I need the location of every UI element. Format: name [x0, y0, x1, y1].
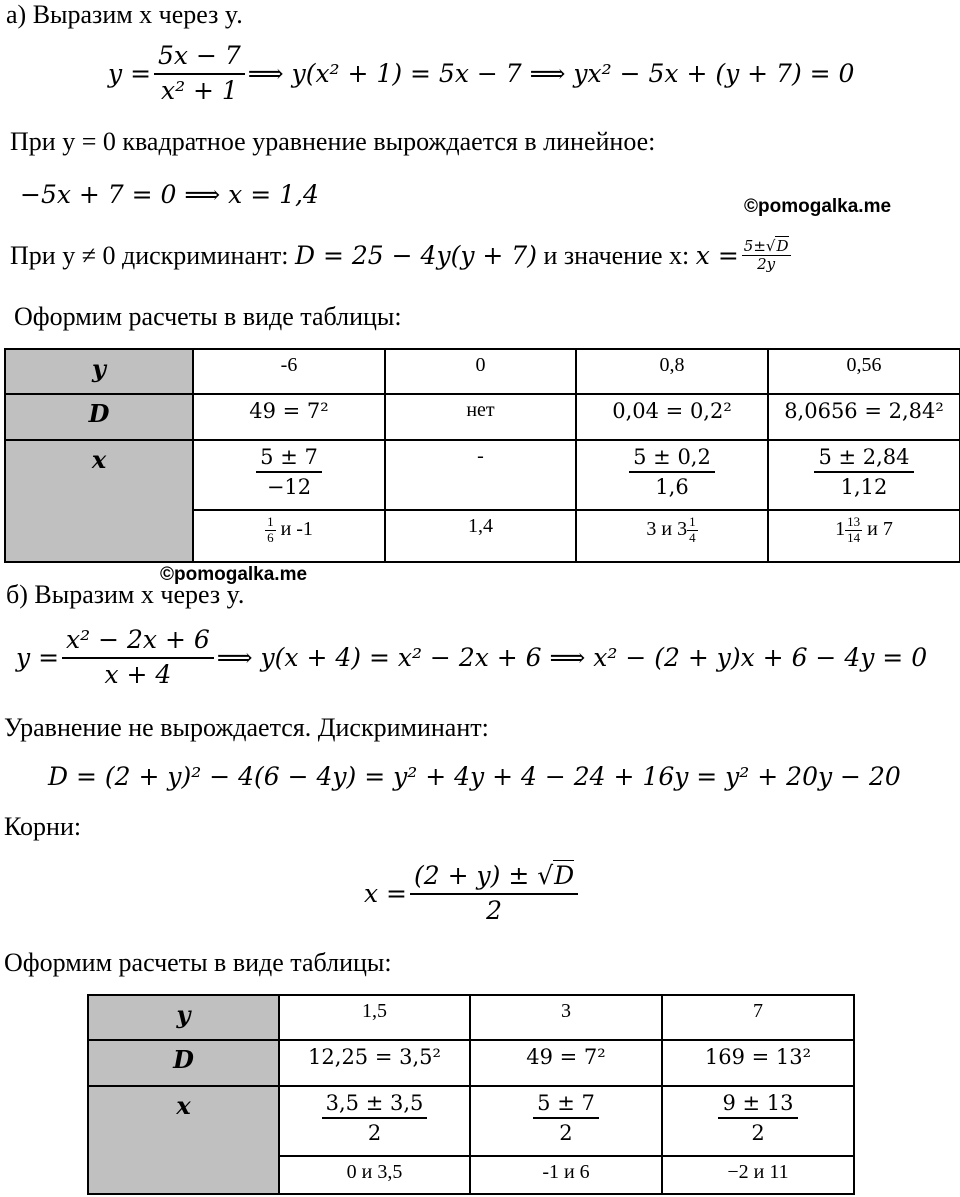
header-y: y	[5, 349, 193, 394]
table-intro-a: Оформим расчеты в виде таблицы:	[14, 302, 402, 331]
roots-cell: -1 и 6	[470, 1156, 662, 1194]
fraction-numerator: 5x − 7	[154, 42, 245, 75]
fraction-denominator: x² + 1	[160, 75, 238, 105]
x-cell	[768, 440, 960, 510]
part-b-discriminant: D = (2 + y)² − 4(6 − 4y) = y² + 4y + 4 − 24 + 16y = y² + 20y − 20	[48, 762, 901, 791]
table-row-x	[5, 440, 960, 510]
roots-cell: 3 и 3 $\frac{1}{4}$	[576, 510, 768, 562]
d-cell: 49 = 7²	[193, 394, 385, 440]
x-cell	[193, 440, 385, 510]
header-x: x	[5, 440, 193, 562]
discriminant-line	[10, 238, 794, 274]
header-y: y	[88, 995, 279, 1040]
formula-rhs: ⟹ y(x² + 1) = 5x − 7 ⟹ yx² − 5x + (y + 7) = 0	[247, 59, 855, 89]
roots-formula	[364, 862, 581, 926]
x-fraction: $\frac{9 \pm 13}{2}$	[718, 1091, 797, 1145]
calc-table-b	[87, 994, 855, 1195]
table-row-d	[5, 394, 960, 440]
y-cell: 0,8	[576, 349, 768, 394]
y-cell: 7	[662, 995, 854, 1040]
d-cell: нет	[385, 394, 576, 440]
table-intro-b: Оформим расчеты в виде таблицы:	[4, 948, 392, 977]
roots-numerator: (2 + y) ± √D	[410, 862, 578, 895]
table-row-x	[88, 1086, 854, 1156]
y-cell: 1,5	[279, 995, 470, 1040]
part-a-main-formula	[108, 42, 854, 106]
roots-cell: $\frac{1}{6}$ и -1	[193, 510, 385, 562]
table-row-d	[88, 1040, 854, 1086]
d-cell: 0,04 = 0,2²	[576, 394, 768, 440]
y-cell: 3	[470, 995, 662, 1040]
part-b-main-formula	[16, 626, 927, 690]
roots-label: Корни:	[4, 812, 82, 841]
roots-cell: 1,4	[385, 510, 576, 562]
roots-denominator: 2	[486, 895, 503, 925]
x-cell	[576, 440, 768, 510]
part-a-heading: а) Выразим x через y.	[6, 0, 243, 29]
formula-rhs: ⟹ y(x + 4) = x² − 2x + 6 ⟹ x² − (2 + y)x + 6 − 4y = 0	[216, 643, 928, 673]
d-cell: 49 = 7²	[470, 1040, 662, 1086]
x-fraction-denominator: 2y	[757, 255, 776, 274]
y-cell: -6	[193, 349, 385, 394]
fraction-numerator: x² − 2x + 6	[62, 626, 214, 659]
d-cell: 8,0656 = 2,84²	[768, 394, 960, 440]
root-fraction: $\frac{13}{14}$	[847, 514, 861, 545]
root-fraction: $\frac{1}{6}$	[267, 514, 274, 545]
x-cell	[470, 1086, 662, 1156]
roots-cell: 0 и 3,5	[279, 1156, 470, 1194]
calc-table-a	[4, 348, 960, 563]
fraction-denominator: x + 4	[104, 659, 172, 689]
y-cell: 0	[385, 349, 576, 394]
x-lhs: x =	[695, 241, 739, 271]
d-cell: 169 = 13²	[662, 1040, 854, 1086]
roots-lhs: x =	[364, 879, 407, 909]
disc-text-2: и значение x:	[543, 240, 690, 270]
x-cell: -	[385, 440, 576, 510]
header-d: D	[5, 394, 193, 440]
x-fraction: $\frac{5 \pm 7}{-12}$	[256, 445, 322, 499]
degenerate-text: При y = 0 квадратное уравнение вырождается в линейное:	[10, 127, 656, 156]
table-row-y	[88, 995, 854, 1040]
header-d: D	[88, 1040, 279, 1086]
formula-lhs: y =	[108, 59, 152, 89]
root-fraction: $\frac{1}{4}$	[689, 514, 696, 545]
roots-fraction	[410, 862, 578, 926]
linear-equation: −5x + 7 = 0 ⟹ x = 1,4	[20, 180, 319, 209]
table-row-y	[5, 349, 960, 394]
x-cell	[279, 1086, 470, 1156]
formula-fraction	[62, 626, 214, 690]
x-fraction: $\frac{5 \pm 2,84}{1,12}$	[814, 445, 913, 499]
x-fraction-numerator: 5±√D	[743, 237, 789, 255]
formula-lhs: y =	[16, 643, 60, 673]
x-fraction: $\frac{5 \pm 0,2}{1,6}$	[629, 445, 715, 499]
watermark: ©pomogalka.me	[744, 196, 892, 217]
x-fraction	[742, 238, 791, 274]
disc-formula: D = 25 − 4y(y + 7)	[295, 241, 537, 271]
header-x: x	[88, 1086, 279, 1194]
x-fraction: $\frac{5 \pm 7}{2}$	[533, 1091, 599, 1145]
d-cell: 12,25 = 3,5²	[279, 1040, 470, 1086]
roots-cell: −2 и 11	[662, 1156, 854, 1194]
y-cell: 0,56	[768, 349, 960, 394]
disc-text-1: При y ≠ 0 дискриминант:	[10, 240, 289, 270]
x-cell	[662, 1086, 854, 1156]
part-b-heading: б) Выразим x через y.	[6, 580, 245, 609]
formula-fraction	[154, 42, 245, 106]
x-fraction: $\frac{3,5 \pm 3,5}{2}$	[322, 1091, 428, 1145]
no-degenerate-text: Уравнение не вырождается. Дискриминант:	[4, 713, 489, 742]
watermark: ©pomogalka.me	[160, 564, 308, 585]
roots-cell: 1 $\frac{13}{14}$ и 7	[768, 510, 960, 562]
